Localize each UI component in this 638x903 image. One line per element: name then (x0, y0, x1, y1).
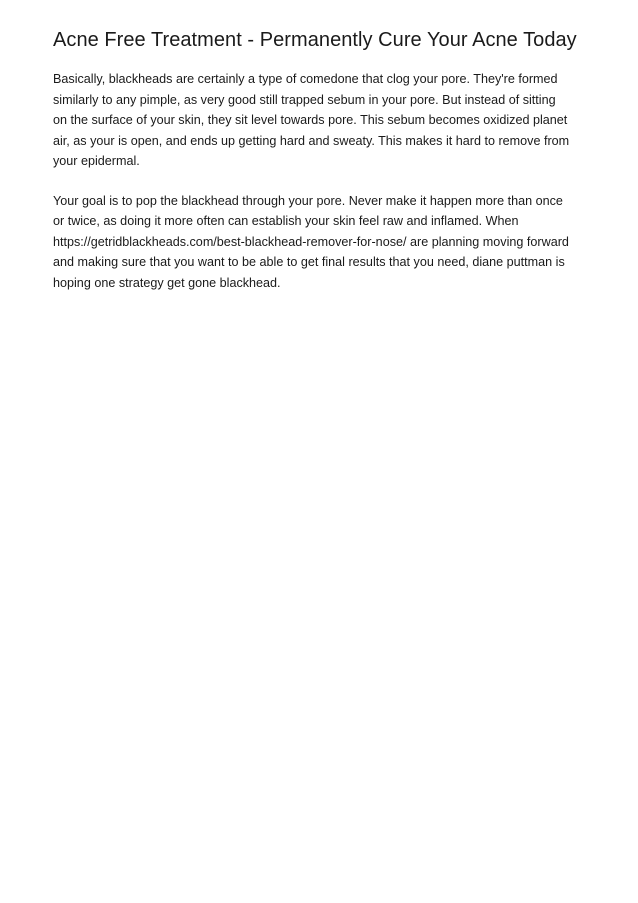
paragraph (53, 191, 593, 294)
paragraph-line: or twice, as doing it more often can establish your skin feel raw and inflamed. When (53, 214, 519, 228)
paragraph-line: https://getridblackheads.com/best-blackhead-remover-for-nose/ are planning moving forward (53, 234, 569, 249)
paragraph-line: on the surface of your skin, they sit level towards pore. This sebum becomes oxidized planet (53, 113, 568, 127)
document-title: Acne Free Treatment - Permanently Cure Your Acne Today (53, 29, 577, 51)
paragraph-line: hoping one strategy get gone blackhead. (53, 275, 281, 290)
paragraph-line: and making sure that you want to be able to get final results that you need, diane puttman is (53, 255, 565, 269)
paragraph-line: air, as your is open, and ends up getting hard and sweaty. This makes it hard to remove from (53, 133, 570, 148)
paragraph-line: Basically, blackheads are certainly a type of comedone that clog your pore. They're formed (53, 72, 558, 86)
paragraph-line: similarly to any pimple, as very good still trapped sebum in your pore. But instead of sitting (53, 92, 556, 107)
paragraph-line: your epidermal. (53, 154, 140, 168)
paragraph-line: Your goal is to pop the blackhead through your pore. Never make it happen more than once (53, 193, 563, 208)
document-body (53, 27, 593, 312)
paragraph (53, 69, 593, 172)
